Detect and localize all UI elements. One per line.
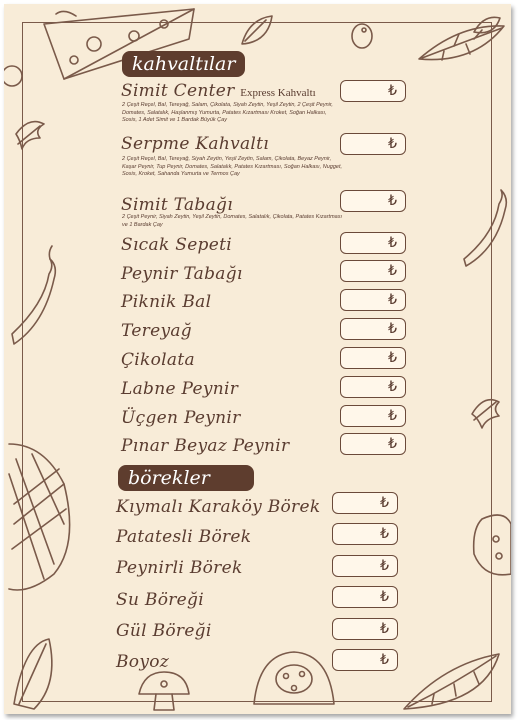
- currency-symbol: ₺: [388, 235, 397, 251]
- menu-item-name: [121, 81, 316, 103]
- price-box: [340, 318, 406, 340]
- currency-symbol: ₺: [388, 83, 397, 99]
- menu-item-name: Patatesli Börek: [116, 527, 252, 547]
- menu-item-name: Çikolata: [121, 350, 195, 370]
- menu-item-name: Tereyağ: [121, 321, 192, 341]
- menu-item-name: Gül Böreği: [116, 621, 212, 641]
- currency-symbol: ₺: [380, 652, 389, 668]
- currency-symbol: ₺: [388, 379, 397, 395]
- price-box: [340, 190, 406, 212]
- currency-symbol: ₺: [388, 408, 397, 424]
- price-box: [340, 376, 406, 398]
- currency-symbol: ₺: [380, 589, 389, 605]
- price-box: [340, 347, 406, 369]
- menu-item-name: Kıymalı Karaköy Börek: [116, 497, 321, 517]
- currency-symbol: ₺: [380, 621, 389, 637]
- price-box: [340, 433, 406, 455]
- menu-item-title: Simit Center: [121, 81, 235, 101]
- menu-item-description: 2 Çeşit Reçel, Bal, Tereyağ, Salam, Çikolata, Siyah Zeytin, Yeşil Zeytin, 2 Çeşit Peynir, Domates, Salatalık, Haşlanmış Yumurta, Patates Kızartması Kroket, Soğan Halkası, Sosis, 1 Adet Simit ve 1 Bardak Büyük Çay: [122, 102, 333, 123]
- menu-item-name: Peynir Tabağı: [121, 264, 243, 284]
- menu-item-name: Boyoz: [116, 652, 170, 672]
- section-title-borekler: börekler: [118, 465, 254, 491]
- currency-symbol: ₺: [388, 321, 397, 337]
- price-box: [340, 405, 406, 427]
- currency-symbol: ₺: [388, 436, 397, 452]
- menu-item-description: 2 Çeşit Reçel, Bal, Tereyağ, Siyah Zeytin, Yeşil Zeytin, Salam, Çikolata, Beyaz Peynir, Kaşar Peynir, Tup Peynir, Domates, Salatalık, Patates Kızartması, Soğan Halkası, Nugget, Sosis, Kroket, Sahanda Yumurta ve Termos Çay: [122, 156, 343, 177]
- price-box: [340, 133, 406, 155]
- price-box: [332, 586, 398, 608]
- price-box: [332, 523, 398, 545]
- menu-item-description: 2 Çeşit Peynir, Siyah Zeytin, Yeşil Zeytin, Domates, Salatalık, Çikolata, Patates Kızartması ve 1 Bardak Çay: [122, 214, 342, 228]
- currency-symbol: ₺: [380, 495, 389, 511]
- price-box: [332, 618, 398, 640]
- currency-symbol: ₺: [388, 292, 397, 308]
- price-box: [332, 649, 398, 671]
- menu-item-name: Pınar Beyaz Peynir: [121, 436, 290, 456]
- price-box: [340, 80, 406, 102]
- menu-item-name: Su Böreği: [116, 590, 204, 610]
- price-box: [332, 555, 398, 577]
- currency-symbol: ₺: [380, 558, 389, 574]
- price-box: [340, 289, 406, 311]
- menu-page: [4, 4, 511, 714]
- price-box: [340, 232, 406, 254]
- price-box: [340, 260, 406, 282]
- price-box: [332, 492, 398, 514]
- currency-symbol: ₺: [388, 350, 397, 366]
- menu-item-name: Piknik Bal: [121, 292, 212, 312]
- menu-item-name: Serpme Kahvaltı: [121, 134, 270, 154]
- currency-symbol: ₺: [388, 136, 397, 152]
- menu-item-name: Simit Tabağı: [121, 195, 233, 215]
- section-title-kahvaltilar: kahvaltılar: [122, 51, 245, 77]
- menu-item-name: Üçgen Peynir: [121, 408, 241, 428]
- menu-item-name: Sıcak Sepeti: [121, 235, 232, 255]
- menu-item-name: Labne Peynir: [121, 379, 239, 399]
- menu-item-name: Peynirli Börek: [116, 558, 243, 578]
- currency-symbol: ₺: [388, 193, 397, 209]
- currency-symbol: ₺: [388, 263, 397, 279]
- currency-symbol: ₺: [380, 526, 389, 542]
- tomato-slice-left-illustration: [4, 66, 22, 86]
- menu-item-subtitle: Express Kahvaltı: [240, 87, 316, 99]
